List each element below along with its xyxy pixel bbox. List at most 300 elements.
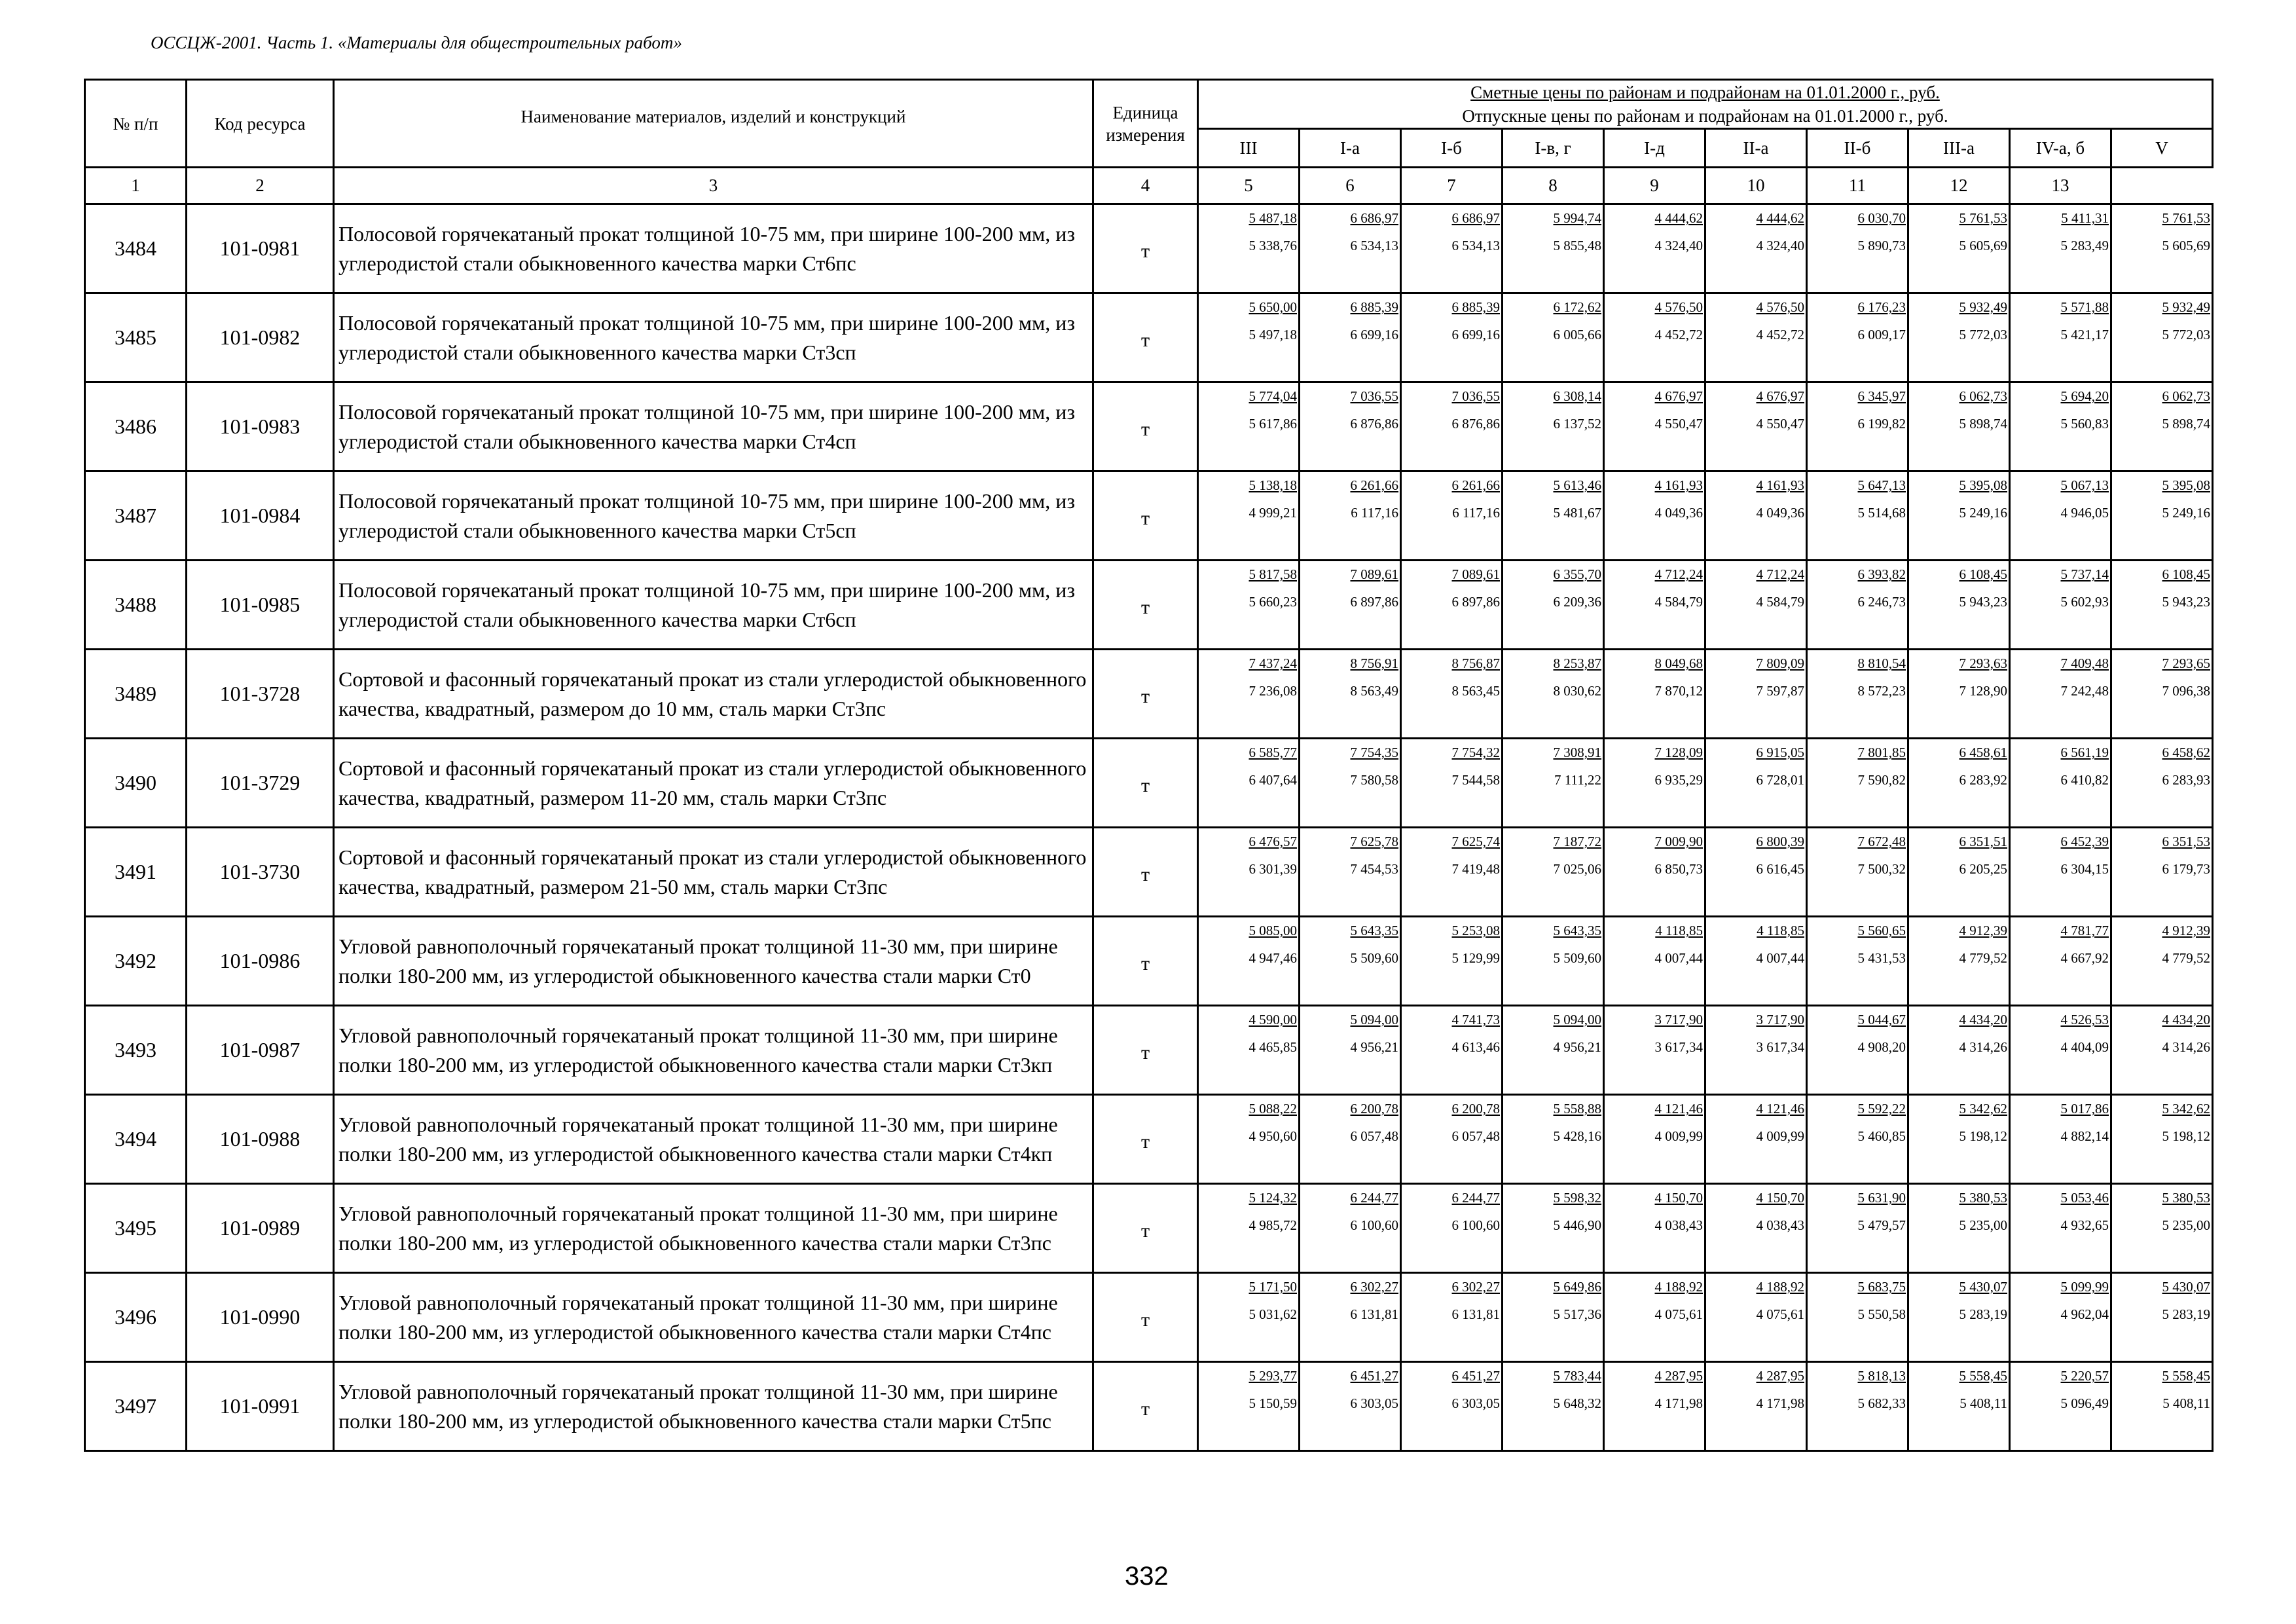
resource-code: 101-0984	[187, 471, 334, 561]
price-cell	[2010, 1184, 2111, 1273]
material-name: Полосовой горячекатаный прокат толщиной 10-75 мм, при ширине 100-200 мм, из углеродистой стали обыкновенного качества марки Ст3сп	[334, 293, 1093, 382]
estimate-price: 4 444,62	[1756, 210, 1804, 226]
release-price: 5 408,11	[1959, 1395, 2007, 1411]
release-price: 5 481,67	[1553, 505, 1601, 521]
region-header: II-а	[1705, 129, 1807, 168]
price-cell	[1705, 561, 1807, 650]
column-number: 10	[1705, 168, 1807, 204]
price-cell	[2010, 1362, 2111, 1451]
price-cell	[1705, 1006, 1807, 1095]
estimate-price: 6 393,82	[1857, 566, 1906, 582]
row-number: 3488	[85, 561, 187, 650]
region-header: I-б	[1401, 129, 1503, 168]
estimate-price: 6 062,73	[1959, 388, 2007, 404]
price-cell	[1807, 917, 1908, 1006]
column-number: 6	[1300, 168, 1401, 204]
price-cell	[1908, 739, 2010, 828]
price-cell	[1300, 1273, 1401, 1362]
unit-of-measure: т	[1093, 1006, 1198, 1095]
release-price: 5 431,53	[1857, 950, 1906, 966]
estimate-price: 7 009,90	[1654, 834, 1703, 849]
release-price: 7 025,06	[1553, 861, 1601, 877]
price-cell	[1300, 471, 1401, 561]
price-cell	[1300, 382, 1401, 471]
release-price: 4 950,60	[1248, 1128, 1297, 1144]
estimate-price: 5 067,13	[2060, 477, 2109, 493]
estimate-price: 7 293,63	[1959, 655, 2007, 671]
resource-code: 101-3729	[187, 739, 334, 828]
release-price: 6 897,86	[1350, 594, 1398, 610]
price-cell	[1604, 1095, 1705, 1184]
release-price: 6 246,73	[1857, 594, 1906, 610]
column-number: 11	[1807, 168, 1908, 204]
release-price: 5 660,23	[1248, 594, 1297, 610]
release-price: 4 465,85	[1248, 1039, 1297, 1055]
region-header: I-в, г	[1503, 129, 1604, 168]
estimate-price: 7 036,55	[1451, 388, 1500, 404]
price-cell	[1908, 1273, 2010, 1362]
price-cell	[1807, 561, 1908, 650]
price-cell	[1604, 1006, 1705, 1095]
estimate-price: 5 783,44	[1553, 1368, 1601, 1384]
release-price: 5 898,74	[1959, 416, 2007, 432]
price-cell	[1705, 917, 1807, 1006]
estimate-price: 5 694,20	[2060, 388, 2109, 404]
price-cell	[1198, 650, 1300, 739]
unit-of-measure: т	[1093, 293, 1198, 382]
release-price: 4 932,65	[2060, 1217, 2109, 1233]
release-price: 5 890,73	[1857, 238, 1906, 253]
price-cell	[1705, 471, 1807, 561]
column-number: 4	[1093, 168, 1198, 204]
estimate-price: 6 915,05	[1756, 745, 1804, 760]
release-price: 4 999,21	[1248, 505, 1297, 521]
price-cell	[1198, 1184, 1300, 1273]
price-cell	[1198, 739, 1300, 828]
release-price: 6 005,66	[1553, 327, 1601, 342]
price-cell	[2111, 828, 2213, 917]
release-price: 6 699,16	[1451, 327, 1500, 342]
release-price: 5 235,00	[2162, 1217, 2210, 1233]
estimate-price: 6 585,77	[1248, 745, 1297, 760]
release-price: 4 882,14	[2060, 1128, 2109, 1144]
release-price: 4 075,61	[1654, 1306, 1703, 1322]
estimate-price: 4 118,85	[1655, 923, 1703, 938]
release-price: 5 898,74	[2162, 416, 2210, 432]
estimate-price: 4 741,73	[1451, 1012, 1500, 1027]
price-cell	[1604, 917, 1705, 1006]
price-cell	[2010, 1095, 2111, 1184]
price-cell	[2111, 1362, 2213, 1451]
price-cell	[1908, 471, 2010, 561]
region-header: I-а	[1300, 129, 1401, 168]
release-price: 6 283,92	[1959, 772, 2007, 788]
table-row	[85, 828, 2213, 917]
price-cell	[1401, 739, 1503, 828]
price-cell	[2010, 204, 2111, 293]
estimate-price: 6 686,97	[1350, 210, 1398, 226]
estimate-price: 6 176,23	[1857, 299, 1906, 315]
estimate-price: 5 558,88	[1553, 1101, 1601, 1116]
release-price: 6 304,15	[2060, 861, 2109, 877]
price-cell	[1401, 1362, 1503, 1451]
estimate-price: 6 351,51	[1959, 834, 2007, 849]
estimate-price: 4 121,46	[1654, 1101, 1703, 1116]
release-price: 4 584,79	[1654, 594, 1703, 610]
release-price: 6 876,86	[1350, 416, 1398, 432]
estimate-price: 4 150,70	[1756, 1190, 1804, 1206]
price-cell	[1908, 1184, 2010, 1273]
price-cell	[1807, 1184, 1908, 1273]
price-cell	[1705, 382, 1807, 471]
release-price: 7 236,08	[1248, 683, 1297, 699]
header-row	[85, 80, 2213, 129]
release-price: 5 772,03	[1959, 327, 2007, 342]
price-cell	[2111, 293, 2213, 382]
release-price: 7 500,32	[1857, 861, 1906, 877]
release-price: 6 100,60	[1451, 1217, 1500, 1233]
material-name: Полосовой горячекатаный прокат толщиной 10-75 мм, при ширине 100-200 мм, из углеродистой стали обыкновенного качества марки Ст5сп	[334, 471, 1093, 561]
estimate-price: 4 781,77	[2060, 923, 2109, 938]
price-cell	[1908, 650, 2010, 739]
estimate-price: 4 188,92	[1756, 1279, 1804, 1295]
price-cell	[1503, 204, 1604, 293]
header-price-group	[1198, 80, 2213, 129]
price-cell	[1401, 204, 1503, 293]
price-cell	[1198, 1006, 1300, 1095]
price-cell	[2010, 471, 2111, 561]
release-price: 5 497,18	[1248, 327, 1297, 342]
estimate-price: 5 088,22	[1248, 1101, 1297, 1116]
price-cell	[1705, 1362, 1807, 1451]
price-cell	[1908, 1362, 2010, 1451]
release-price: 8 563,45	[1451, 683, 1500, 699]
estimate-price: 5 017,86	[2060, 1101, 2109, 1116]
price-cell	[1807, 828, 1908, 917]
estimate-price: 6 351,53	[2162, 834, 2210, 849]
release-price: 4 947,46	[1248, 950, 1297, 966]
estimate-price: 5 683,75	[1857, 1279, 1906, 1295]
price-cell	[1807, 650, 1908, 739]
release-price: 5 479,57	[1857, 1217, 1906, 1233]
price-cell	[1908, 382, 2010, 471]
price-cell	[2111, 561, 2213, 650]
release-price: 4 946,05	[2060, 505, 2109, 521]
release-price: 7 597,87	[1756, 683, 1804, 699]
release-price: 5 648,32	[1553, 1395, 1601, 1411]
estimate-price: 7 809,09	[1756, 655, 1804, 671]
table-row	[85, 561, 2213, 650]
release-price: 6 303,05	[1350, 1395, 1398, 1411]
release-price: 7 870,12	[1654, 683, 1703, 699]
estimate-price: 7 036,55	[1350, 388, 1398, 404]
release-price: 5 617,86	[1248, 416, 1297, 432]
resource-code: 101-0983	[187, 382, 334, 471]
price-cell	[1198, 1273, 1300, 1362]
estimate-price: 6 458,61	[1959, 745, 2007, 760]
estimate-price: 5 380,53	[1959, 1190, 2007, 1206]
estimate-price: 5 932,49	[2162, 299, 2210, 315]
unit-of-measure: т	[1093, 1273, 1198, 1362]
release-price: 6 117,16	[1452, 505, 1500, 521]
price-cell	[2010, 650, 2111, 739]
price-cell	[2010, 739, 2111, 828]
table-row	[85, 471, 2213, 561]
table-row	[85, 917, 2213, 1006]
price-cell	[1705, 293, 1807, 382]
unit-of-measure: т	[1093, 650, 1198, 739]
release-price: 6 131,81	[1350, 1306, 1398, 1322]
release-price: 5 460,85	[1857, 1128, 1906, 1144]
release-price: 8 030,62	[1553, 683, 1601, 699]
region-header: IV-а, б	[2010, 129, 2111, 168]
price-cell	[1503, 1006, 1604, 1095]
row-number: 3492	[85, 917, 187, 1006]
price-cell	[1401, 561, 1503, 650]
price-cell	[1807, 293, 1908, 382]
estimate-price: 5 094,00	[1553, 1012, 1601, 1027]
release-price: 7 128,90	[1959, 683, 2007, 699]
price-cell	[1604, 293, 1705, 382]
estimate-price: 5 171,50	[1248, 1279, 1297, 1295]
release-price: 5 198,12	[1959, 1128, 2007, 1144]
release-price: 4 550,47	[1654, 416, 1703, 432]
price-cell	[1503, 1184, 1604, 1273]
estimate-price: 5 044,67	[1857, 1012, 1906, 1027]
estimate-price: 5 571,88	[2060, 299, 2109, 315]
unit-of-measure: т	[1093, 739, 1198, 828]
estimate-price: 7 801,85	[1857, 745, 1906, 760]
row-number: 3491	[85, 828, 187, 917]
material-name: Сортовой и фасонный горячекатаный прокат из стали углеродистой обыкновенного качества, квадратный, размером 11-20 мм, сталь марки Ст3пс	[334, 739, 1093, 828]
unit-of-measure: т	[1093, 828, 1198, 917]
price-cell	[1807, 1273, 1908, 1362]
region-header: II-б	[1807, 129, 1908, 168]
estimate-price: 5 598,32	[1553, 1190, 1601, 1206]
release-price: 6 209,36	[1553, 594, 1601, 610]
estimate-price: 5 342,62	[2162, 1101, 2210, 1116]
release-price: 5 249,16	[1959, 505, 2007, 521]
price-cell	[1401, 917, 1503, 1006]
estimate-price: 6 108,45	[2162, 566, 2210, 582]
price-cell	[1401, 1184, 1503, 1273]
release-price: 4 038,43	[1756, 1217, 1804, 1233]
estimate-price: 5 253,08	[1451, 923, 1500, 938]
estimate-price: 4 287,95	[1654, 1368, 1703, 1384]
estimate-price: 5 380,53	[2162, 1190, 2210, 1206]
release-price: 4 779,52	[2162, 950, 2210, 966]
price-cell	[1604, 382, 1705, 471]
release-price: 8 572,23	[1857, 683, 1906, 699]
price-cell	[2111, 1006, 2213, 1095]
price-cell	[1503, 471, 1604, 561]
release-price: 4 324,40	[1756, 238, 1804, 253]
release-price: 4 171,98	[1756, 1395, 1804, 1411]
estimate-price: 4 188,92	[1654, 1279, 1703, 1295]
price-cell	[1604, 1362, 1705, 1451]
estimate-price: 5 430,07	[2162, 1279, 2210, 1295]
release-price: 6 935,29	[1654, 772, 1703, 788]
material-name: Полосовой горячекатаный прокат толщиной 10-75 мм, при ширине 100-200 мм, из углеродистой стали обыкновенного качества марки Ст6пс	[334, 204, 1093, 293]
estimate-price: 5 761,53	[2162, 210, 2210, 226]
unit-of-measure: т	[1093, 1362, 1198, 1451]
row-number: 3490	[85, 739, 187, 828]
row-number: 3485	[85, 293, 187, 382]
estimate-price: 5 650,00	[1248, 299, 1297, 315]
estimate-price: 7 089,61	[1451, 566, 1500, 582]
price-cell	[1604, 1273, 1705, 1362]
estimate-price: 4 712,24	[1654, 566, 1703, 582]
price-cell	[1300, 1184, 1401, 1273]
release-price: 4 985,72	[1248, 1217, 1297, 1233]
price-cell	[1908, 1006, 2010, 1095]
unit-of-measure: т	[1093, 561, 1198, 650]
table-row	[85, 382, 2213, 471]
release-price: 5 150,59	[1248, 1395, 1297, 1411]
page-number: 332	[1125, 1562, 1169, 1591]
release-price: 6 057,48	[1451, 1128, 1500, 1144]
estimate-price: 6 261,66	[1350, 477, 1398, 493]
release-price: 5 943,23	[1959, 594, 2007, 610]
release-price: 5 096,49	[2060, 1395, 2109, 1411]
price-cell	[1401, 382, 1503, 471]
price-cell	[1503, 1362, 1604, 1451]
price-cell	[1401, 650, 1503, 739]
material-name: Угловой равнополочный горячекатаный прокат толщиной 11-30 мм, при ширине полки 180-200 мм, из углеродистой обыкновенного качества стали марки Ст4пс	[334, 1273, 1093, 1362]
column-number: 2	[187, 168, 334, 204]
estimate-price: 5 649,86	[1553, 1279, 1601, 1295]
region-header: V	[2111, 129, 2213, 168]
price-cell	[1604, 650, 1705, 739]
material-name: Угловой равнополочный горячекатаный прокат толщиной 11-30 мм, при ширине полки 180-200 мм, из углеродистой обыкновенного качества стали марки Ст0	[334, 917, 1093, 1006]
release-price: 5 517,36	[1553, 1306, 1601, 1322]
column-number: 7	[1401, 168, 1503, 204]
estimate-price: 5 342,62	[1959, 1101, 2007, 1116]
row-number: 3486	[85, 382, 187, 471]
material-name: Угловой равнополочный горячекатаный прокат толщиной 11-30 мм, при ширине полки 180-200 мм, из углеродистой обыкновенного качества стали марки Ст4кп	[334, 1095, 1093, 1184]
price-cell	[1503, 382, 1604, 471]
estimate-price: 5 818,13	[1857, 1368, 1906, 1384]
column-number-row	[85, 168, 2213, 204]
estimate-price: 6 200,78	[1350, 1101, 1398, 1116]
estimate-price: 4 576,50	[1654, 299, 1703, 315]
header-estimate-prices: Сметные цены по районам и подрайонам на 01.01.2000 г., руб.	[1470, 83, 1940, 102]
row-number: 3489	[85, 650, 187, 739]
material-name: Полосовой горячекатаный прокат толщиной 10-75 мм, при ширине 100-200 мм, из углеродистой стали обыкновенного качества марки Ст6сп	[334, 561, 1093, 650]
table-row	[85, 293, 2213, 382]
release-price: 4 404,09	[2060, 1039, 2109, 1055]
estimate-price: 5 761,53	[1959, 210, 2007, 226]
table-body	[85, 204, 2213, 1451]
release-price: 4 584,79	[1756, 594, 1804, 610]
release-price: 5 031,62	[1248, 1306, 1297, 1322]
release-price: 5 855,48	[1553, 238, 1601, 253]
release-price: 4 007,44	[1654, 950, 1703, 966]
estimate-price: 4 161,93	[1756, 477, 1804, 493]
release-price: 5 283,19	[2162, 1306, 2210, 1322]
column-number: 1	[85, 168, 187, 204]
price-cell	[2010, 1273, 2111, 1362]
estimate-price: 7 089,61	[1350, 566, 1398, 582]
price-cell	[2010, 293, 2111, 382]
estimate-price: 8 049,68	[1654, 655, 1703, 671]
price-cell	[1300, 1006, 1401, 1095]
estimate-price: 8 756,87	[1451, 655, 1500, 671]
table-row	[85, 1362, 2213, 1451]
release-price: 6 301,39	[1248, 861, 1297, 877]
release-price: 5 682,33	[1857, 1395, 1906, 1411]
price-cell	[1604, 204, 1705, 293]
row-number: 3495	[85, 1184, 187, 1273]
estimate-price: 6 355,70	[1553, 566, 1601, 582]
price-cell	[2111, 650, 2213, 739]
resource-code: 101-0989	[187, 1184, 334, 1273]
release-price: 5 408,11	[2162, 1395, 2210, 1411]
document-header: ОССЦЖ-2001. Часть 1. «Материалы для общестроительных работ»	[151, 33, 682, 52]
price-cell	[1807, 382, 1908, 471]
estimate-price: 8 810,54	[1857, 655, 1906, 671]
estimate-price: 6 686,97	[1451, 210, 1500, 226]
price-cell	[1908, 561, 2010, 650]
price-cell	[2010, 561, 2111, 650]
estimate-price: 6 244,77	[1350, 1190, 1398, 1206]
price-cell	[2010, 828, 2111, 917]
estimate-price: 5 138,18	[1248, 477, 1297, 493]
header-name: Наименование материалов, изделий и конструкций	[334, 80, 1093, 168]
estimate-price: 7 437,24	[1248, 655, 1297, 671]
price-cell	[2111, 204, 2213, 293]
estimate-price: 7 187,72	[1553, 834, 1601, 849]
price-cell	[2111, 1273, 2213, 1362]
price-cell	[1198, 561, 1300, 650]
estimate-price: 4 444,62	[1654, 210, 1703, 226]
release-price: 5 509,60	[1350, 950, 1398, 966]
release-price: 6 728,01	[1756, 772, 1804, 788]
release-price: 4 956,21	[1350, 1039, 1398, 1055]
price-cell	[1503, 917, 1604, 1006]
estimate-price: 4 526,53	[2060, 1012, 2109, 1027]
unit-of-measure: т	[1093, 471, 1198, 561]
estimate-price: 5 395,08	[2162, 477, 2210, 493]
price-cell	[1401, 1273, 1503, 1362]
price-cell	[1198, 917, 1300, 1006]
release-price: 6 199,82	[1857, 416, 1906, 432]
estimate-price: 8 253,87	[1553, 655, 1601, 671]
header-num: № п/п	[85, 80, 187, 168]
price-cell	[1807, 204, 1908, 293]
release-price: 6 850,73	[1654, 861, 1703, 877]
release-price: 6 876,86	[1451, 416, 1500, 432]
estimate-price: 7 308,91	[1553, 745, 1601, 760]
price-cell	[1300, 917, 1401, 1006]
release-price: 6 100,60	[1350, 1217, 1398, 1233]
unit-of-measure: т	[1093, 1184, 1198, 1273]
price-cell	[1604, 561, 1705, 650]
estimate-price: 5 085,00	[1248, 923, 1297, 938]
estimate-price: 6 108,45	[1959, 566, 2007, 582]
unit-of-measure: т	[1093, 204, 1198, 293]
price-cell	[1503, 650, 1604, 739]
estimate-price: 6 261,66	[1451, 477, 1500, 493]
price-cell	[2111, 1095, 2213, 1184]
release-price: 5 198,12	[2162, 1128, 2210, 1144]
release-price: 7 544,58	[1451, 772, 1500, 788]
price-cell	[2010, 1006, 2111, 1095]
row-number: 3497	[85, 1362, 187, 1451]
price-cell	[1604, 471, 1705, 561]
estimate-price: 6 451,27	[1451, 1368, 1500, 1384]
estimate-price: 5 994,74	[1553, 210, 1601, 226]
